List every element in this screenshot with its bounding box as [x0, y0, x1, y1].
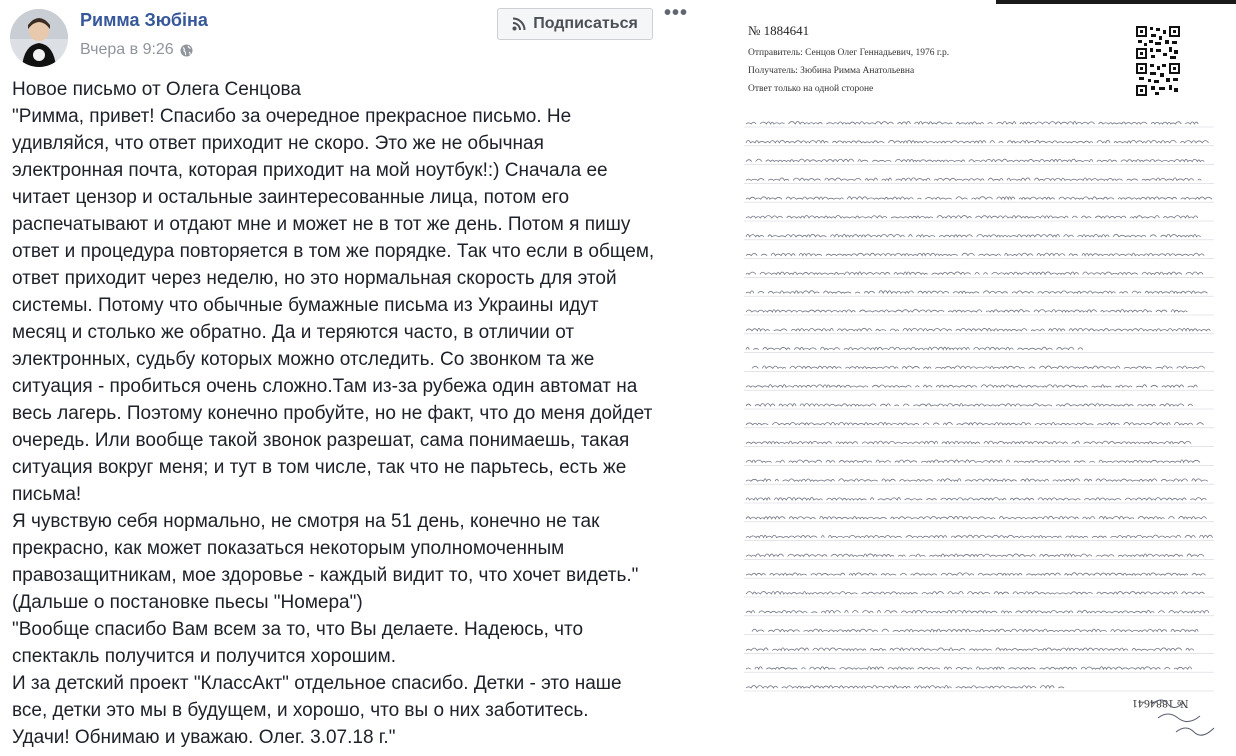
subscribe-label: Подписаться — [533, 15, 638, 32]
handwriting-line — [746, 140, 1209, 143]
post-line: весь лагерь. Поэтому конечно пробуйте, но не факт, что до меня дойдет — [12, 403, 653, 424]
avatar-image — [10, 9, 68, 67]
handwriting-line — [746, 159, 1204, 162]
letter-recipient: Получатель: Зюбина Римма Анатольевна — [748, 66, 915, 76]
handwriting-line — [746, 479, 1208, 481]
post-line: "Вообще спасибо Вам всем за то, что Вы делаете. Надеюсь, что — [12, 619, 584, 640]
handwriting-line — [746, 272, 1203, 274]
handwriting-line — [746, 216, 1198, 219]
globe-icon[interactable] — [180, 44, 193, 57]
post-line: письма! — [12, 484, 82, 505]
post-meta — [80, 41, 193, 59]
handwriting-line — [746, 234, 1205, 237]
post-line: все, детки это мы в будущем, и хорошо, что вы о них заботитесь. — [12, 700, 589, 721]
post-line: ответ и процедура повторяется в том же порядке. Так что если в общем, — [12, 241, 655, 262]
handwriting-line — [746, 498, 1206, 501]
post-line: ситуация - пробиться очень сложно.Там из-за рубежа один автомат на — [12, 376, 638, 397]
post-line: читает цензор и остальные заинтересованные лица, потом его — [12, 187, 570, 208]
handwriting-line — [746, 667, 1196, 670]
handwriting-line — [746, 610, 1209, 613]
handwriting-line — [746, 404, 1193, 407]
signature — [1148, 692, 1218, 742]
post-line: Я чувствую себя нормально, не смотря на 51 день, конечно не так — [12, 511, 600, 532]
post-line: И за детский проект "КлассАкт" отдельное спасибо. Детки - это наше — [12, 673, 622, 694]
handwriting-line — [752, 629, 1198, 632]
post-line: "Римма, привет! Спасибо за очередное прекрасное письмо. Не — [12, 106, 572, 127]
handwriting-line — [746, 686, 1064, 689]
post-line: прекрасно, как может показаться некоторым уполномоченным — [12, 538, 565, 559]
post-timestamp[interactable]: Вчера в 9:26 — [80, 41, 174, 58]
post-line: спектакль получится и получится хорошим. — [12, 646, 396, 667]
handwriting-line — [746, 554, 1204, 557]
handwriting-line — [746, 648, 1194, 651]
post-line: ситуация вокруг меня; и тут в том числе, так что не парьтесь, есть же — [12, 457, 627, 478]
handwriting-line — [746, 291, 1208, 294]
post-line: Новое письмо от Олега Сенцова — [12, 79, 301, 100]
handwritten-letter — [744, 112, 1216, 702]
scan-edge — [996, 0, 1236, 4]
post-author-name[interactable]: Римма Зюбіна — [80, 10, 208, 30]
handwriting-line — [746, 310, 1191, 313]
subscribe-button[interactable] — [497, 8, 653, 40]
letter-number-rotated: № 1884641 — [1132, 697, 1189, 711]
handwriting-line — [746, 385, 1197, 388]
post-line: правозащитникам, мое здоровье - каждый видит то, что хочет видеть." — [12, 565, 639, 586]
post-line: Удачи! Обнимаю и уважаю. Олег. 3.07.18 г." — [12, 727, 396, 748]
post-line: системы. Потому что обычные бумажные письма из Украины идут — [12, 295, 599, 316]
handwriting-line — [746, 197, 1212, 200]
letter-note: Ответ только на одной стороне — [748, 84, 874, 94]
handwriting-line — [746, 535, 1213, 537]
post-line: удивляйся, что ответ приходит не скоро. Это же не обычная — [12, 133, 544, 154]
post-line: очередь. Или вообще такой звонок разрешат, сама понимаешь, такая — [12, 430, 630, 451]
more-options-icon[interactable]: ••• — [663, 2, 688, 24]
handwriting-line — [746, 347, 1083, 350]
post-line: месяц и столько же обратно. Да и теряются часто, в отличии от — [12, 322, 575, 343]
qr-code-icon — [1136, 26, 1180, 96]
post-line: распечатывают и отдают мне и может не в тот же день. Потом я пишу — [12, 214, 631, 235]
handwriting-line — [746, 422, 1204, 424]
handwriting-line — [752, 366, 1205, 369]
letter-sender: Отправитель: Сенцов Олег Геннадьевич, 1976 г.р. — [748, 48, 950, 58]
handwriting-line — [746, 460, 1200, 463]
handwriting-line — [746, 441, 1191, 443]
handwriting-line — [746, 122, 1198, 125]
letter-number: № 1884641 — [748, 23, 810, 38]
handwriting-line — [746, 253, 1204, 256]
post-body — [12, 76, 696, 751]
handwriting-line — [746, 573, 1206, 576]
post-line: электронная почта, которая приходит на мой ноутбук!:) Сначала ее — [12, 160, 608, 181]
handwriting-line — [746, 178, 1205, 181]
handwriting-line — [746, 592, 1209, 595]
handwriting-line — [746, 516, 1207, 519]
rss-icon — [512, 17, 526, 31]
letter-scan — [700, 0, 1236, 756]
handwriting-line — [746, 328, 1210, 331]
post-line: ответ приходит через неделю, но это нормальная скорость для этой — [12, 268, 617, 289]
post-line: (Дальше о постановке пьесы "Номера") — [12, 592, 363, 613]
post-line: электронных, судьбу которых можно отследить. Со звонком та же — [12, 349, 595, 370]
avatar[interactable] — [10, 9, 68, 67]
